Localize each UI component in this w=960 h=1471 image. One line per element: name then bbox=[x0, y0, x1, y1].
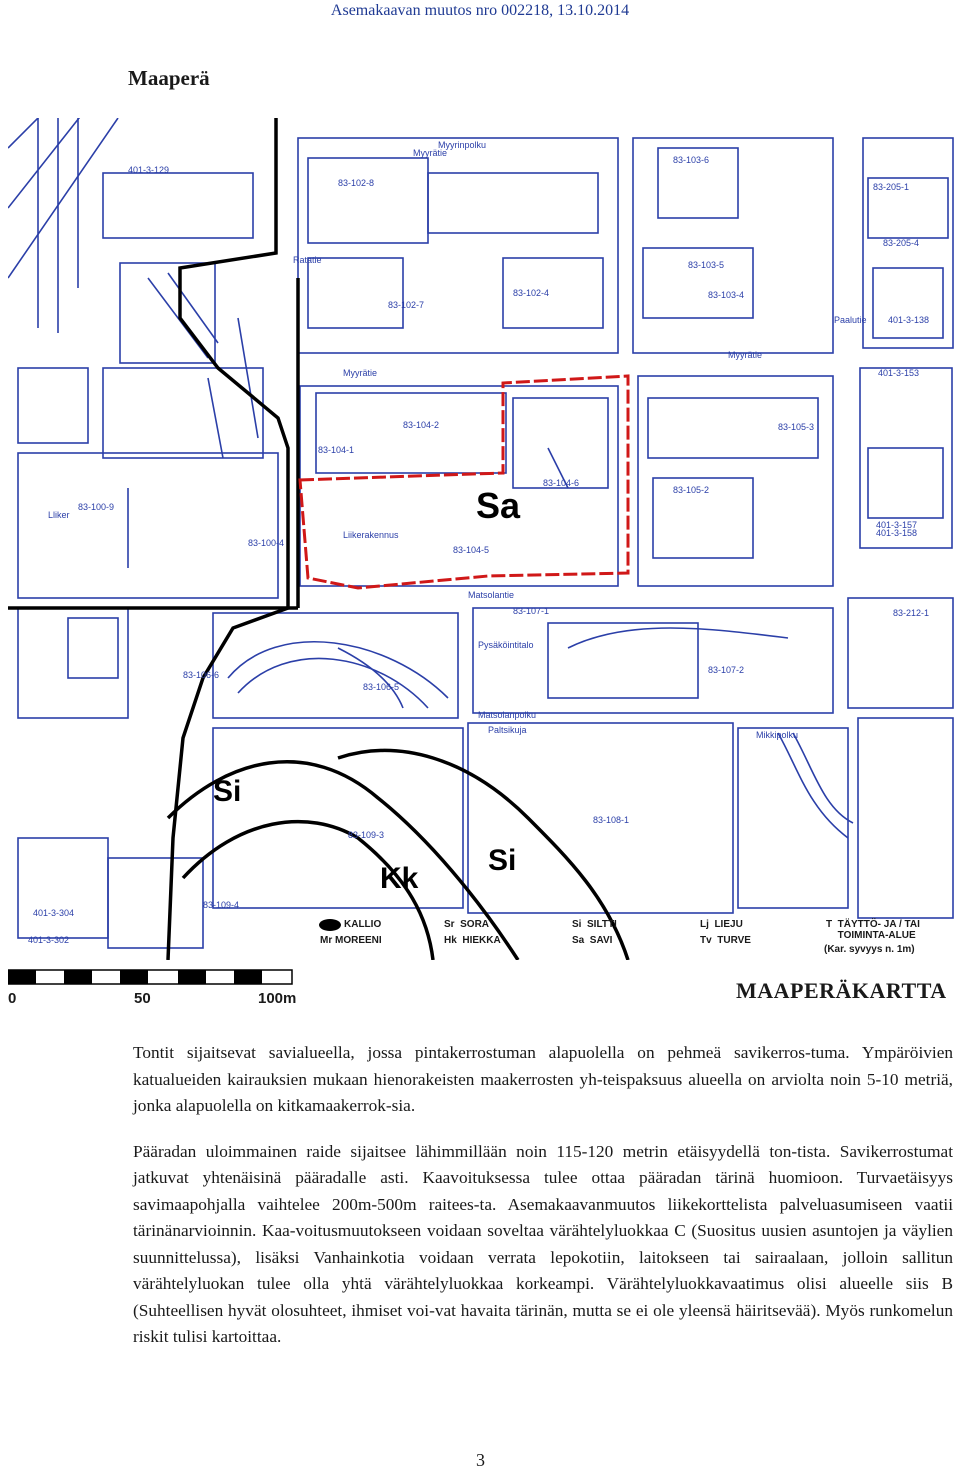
legend-item-kallio: KALLIO bbox=[344, 919, 382, 930]
block-id: 83-205-1 bbox=[873, 182, 910, 192]
page-header: Asemakaavan muutos nro 002218, 13.10.2014 bbox=[330, 2, 630, 19]
soil-map bbox=[8, 118, 956, 960]
block-id: 83-102-7 bbox=[388, 300, 425, 310]
legend-item-savi: Sa SAVI bbox=[572, 935, 613, 946]
block-id: 401-3-157 bbox=[876, 520, 918, 530]
block-id: 401-3-138 bbox=[888, 315, 930, 325]
map-title: MAAPERÄKARTTA bbox=[736, 978, 947, 1003]
street-label: Myyrätie bbox=[728, 350, 763, 360]
section-title: Maaperä bbox=[128, 66, 210, 90]
street-label: Liikerakennus bbox=[343, 530, 399, 540]
block-id: 83-106-6 bbox=[183, 670, 220, 680]
block-id: 83-103-6 bbox=[673, 155, 710, 165]
block-id: 83-104-5 bbox=[453, 545, 490, 555]
street-label: Paltsikuja bbox=[488, 725, 527, 735]
block-id: 83-104-6 bbox=[543, 478, 580, 488]
street-label: Matsolanpolku bbox=[478, 710, 537, 720]
scale-label-0: 0 bbox=[8, 990, 17, 1007]
block-id: 83-108-1 bbox=[593, 815, 630, 825]
street-label: Paalutie bbox=[834, 315, 867, 325]
block-id: 83-100-9 bbox=[78, 502, 115, 512]
block-id: 83-107-1 bbox=[513, 606, 550, 616]
block-id: 83-105-3 bbox=[778, 422, 815, 432]
legend-item-lieju: Lj LIEJU bbox=[700, 919, 743, 930]
street-label: Lliker bbox=[48, 510, 70, 520]
street-label: Ratatie bbox=[293, 255, 322, 265]
street-label: Pysäköintitalo bbox=[478, 640, 534, 650]
block-id: 83-104-2 bbox=[403, 420, 440, 430]
block-id: 83-107-2 bbox=[708, 665, 745, 675]
scale-label-50: 50 bbox=[134, 990, 151, 1007]
block-id: 401-3-153 bbox=[878, 368, 920, 378]
block-id: 83-103-5 bbox=[688, 260, 725, 270]
paragraph: Pääradan uloimmainen raide sijaitsee lähimmillään noin 115-120 metrin etäisyydellä ton-tista. Savikerrostumat jatkuvat yhtenäisinä pääradalle asti. Kaavoituksessa tulee ottaa pääradan tärinä huomioon. Turvaetäisyys savimaapohjalla vaihtelee 200m-500m raitees-ta. Asemakaavanmuutos liikekorttelista palveluasumiseen vaatii tärinänarvioinnin. Kaa-voitusmuutokseen voidaan soveltaa värähtelyluokkaa C (Suositus uusien asuntojen ja väylien suunnittelussa), lisäksi Vanhainkotia voidaan verrata lepokotiin, laitokseen tai sairaalaan, jolloin sallitun värähtelyluokan tulee olla yhtä värähtelyluokkaa korkeampi. Värähtelyluokkavaatimus olisi alueelle siis B (Suhteellisen hyvät olosuhteet, ihmiset voi-vat havaita tärinän, mutta se ei ole yleensä häiritsevää). Myös runkomelun riskit tulisi kartoittaa. bbox=[133, 1141, 953, 1346]
block-id: 401-3-129 bbox=[128, 165, 170, 175]
legend-note-depth: (Kar. syvyys n. 1m) bbox=[824, 944, 915, 955]
legend-item-turve: Tv TURVE bbox=[700, 935, 751, 946]
soil-boundary-line bbox=[8, 118, 628, 960]
block-id: 83-104-1 bbox=[318, 445, 355, 455]
legend-item-siltti: Si SILTTI bbox=[572, 919, 617, 930]
block-id: 401-3-304 bbox=[33, 908, 75, 918]
block-id: 83-105-2 bbox=[673, 485, 710, 495]
street-label: Mikkipolku bbox=[756, 730, 799, 740]
street-label: Myyrinpolku bbox=[438, 140, 487, 150]
block-id: 83-100-4 bbox=[248, 538, 285, 548]
scale-label-100: 100m bbox=[258, 990, 297, 1007]
street-label: Myyrätie bbox=[343, 368, 378, 378]
paragraph: Tontit sijaitsevat savialueella, jossa pintakerrostuman alapuolella on pehmeä savikerros-tuma. Ympäröivien katualueiden kairauksien mukaan hienorakeisten maakerrosten yh-teispaksuus alueella on arviolta noin 5-10 metriä, jonka alapuolella on kitkamaakerrok-sia. bbox=[133, 1043, 953, 1115]
legend-item-hiekka: Hk HIEKKA bbox=[444, 935, 501, 946]
block-id: 83-102-8 bbox=[338, 178, 375, 188]
block-id: 83-103-4 bbox=[708, 290, 745, 300]
zone-label-silt-east: Si bbox=[488, 844, 517, 877]
block-id: 83-106-5 bbox=[363, 682, 400, 692]
legend-item-moreeni: Mr MOREENI bbox=[320, 935, 382, 946]
bedrock-symbol-icon bbox=[318, 918, 342, 935]
block-id: 83-205-4 bbox=[883, 238, 920, 248]
base-map bbox=[8, 118, 953, 948]
legend-item-sora: Sr SORA bbox=[444, 919, 490, 930]
zone-label-silt-west: Si bbox=[213, 775, 242, 808]
zone-label-clay: Sa bbox=[476, 485, 521, 526]
street-label: Matsolantie bbox=[468, 590, 515, 600]
block-id: 401-3-302 bbox=[28, 935, 70, 945]
page-number: 3 bbox=[476, 1450, 485, 1470]
legend-item-taytto: T TÄYTTÖ- JA / TAI TOIMINTA-ALUE bbox=[826, 919, 920, 941]
block-id: 401-3-158 bbox=[876, 528, 918, 538]
body-text bbox=[133, 1040, 953, 1370]
street-label: Myyrätie bbox=[413, 148, 448, 158]
block-id: 83-109-3 bbox=[348, 830, 385, 840]
zone-label-bedrock: Kk bbox=[380, 862, 419, 895]
map-legend bbox=[318, 916, 958, 956]
block-id: 83-212-1 bbox=[893, 608, 930, 618]
block-id: 83-102-4 bbox=[513, 288, 550, 298]
block-id: 83-109-4 bbox=[203, 900, 240, 910]
